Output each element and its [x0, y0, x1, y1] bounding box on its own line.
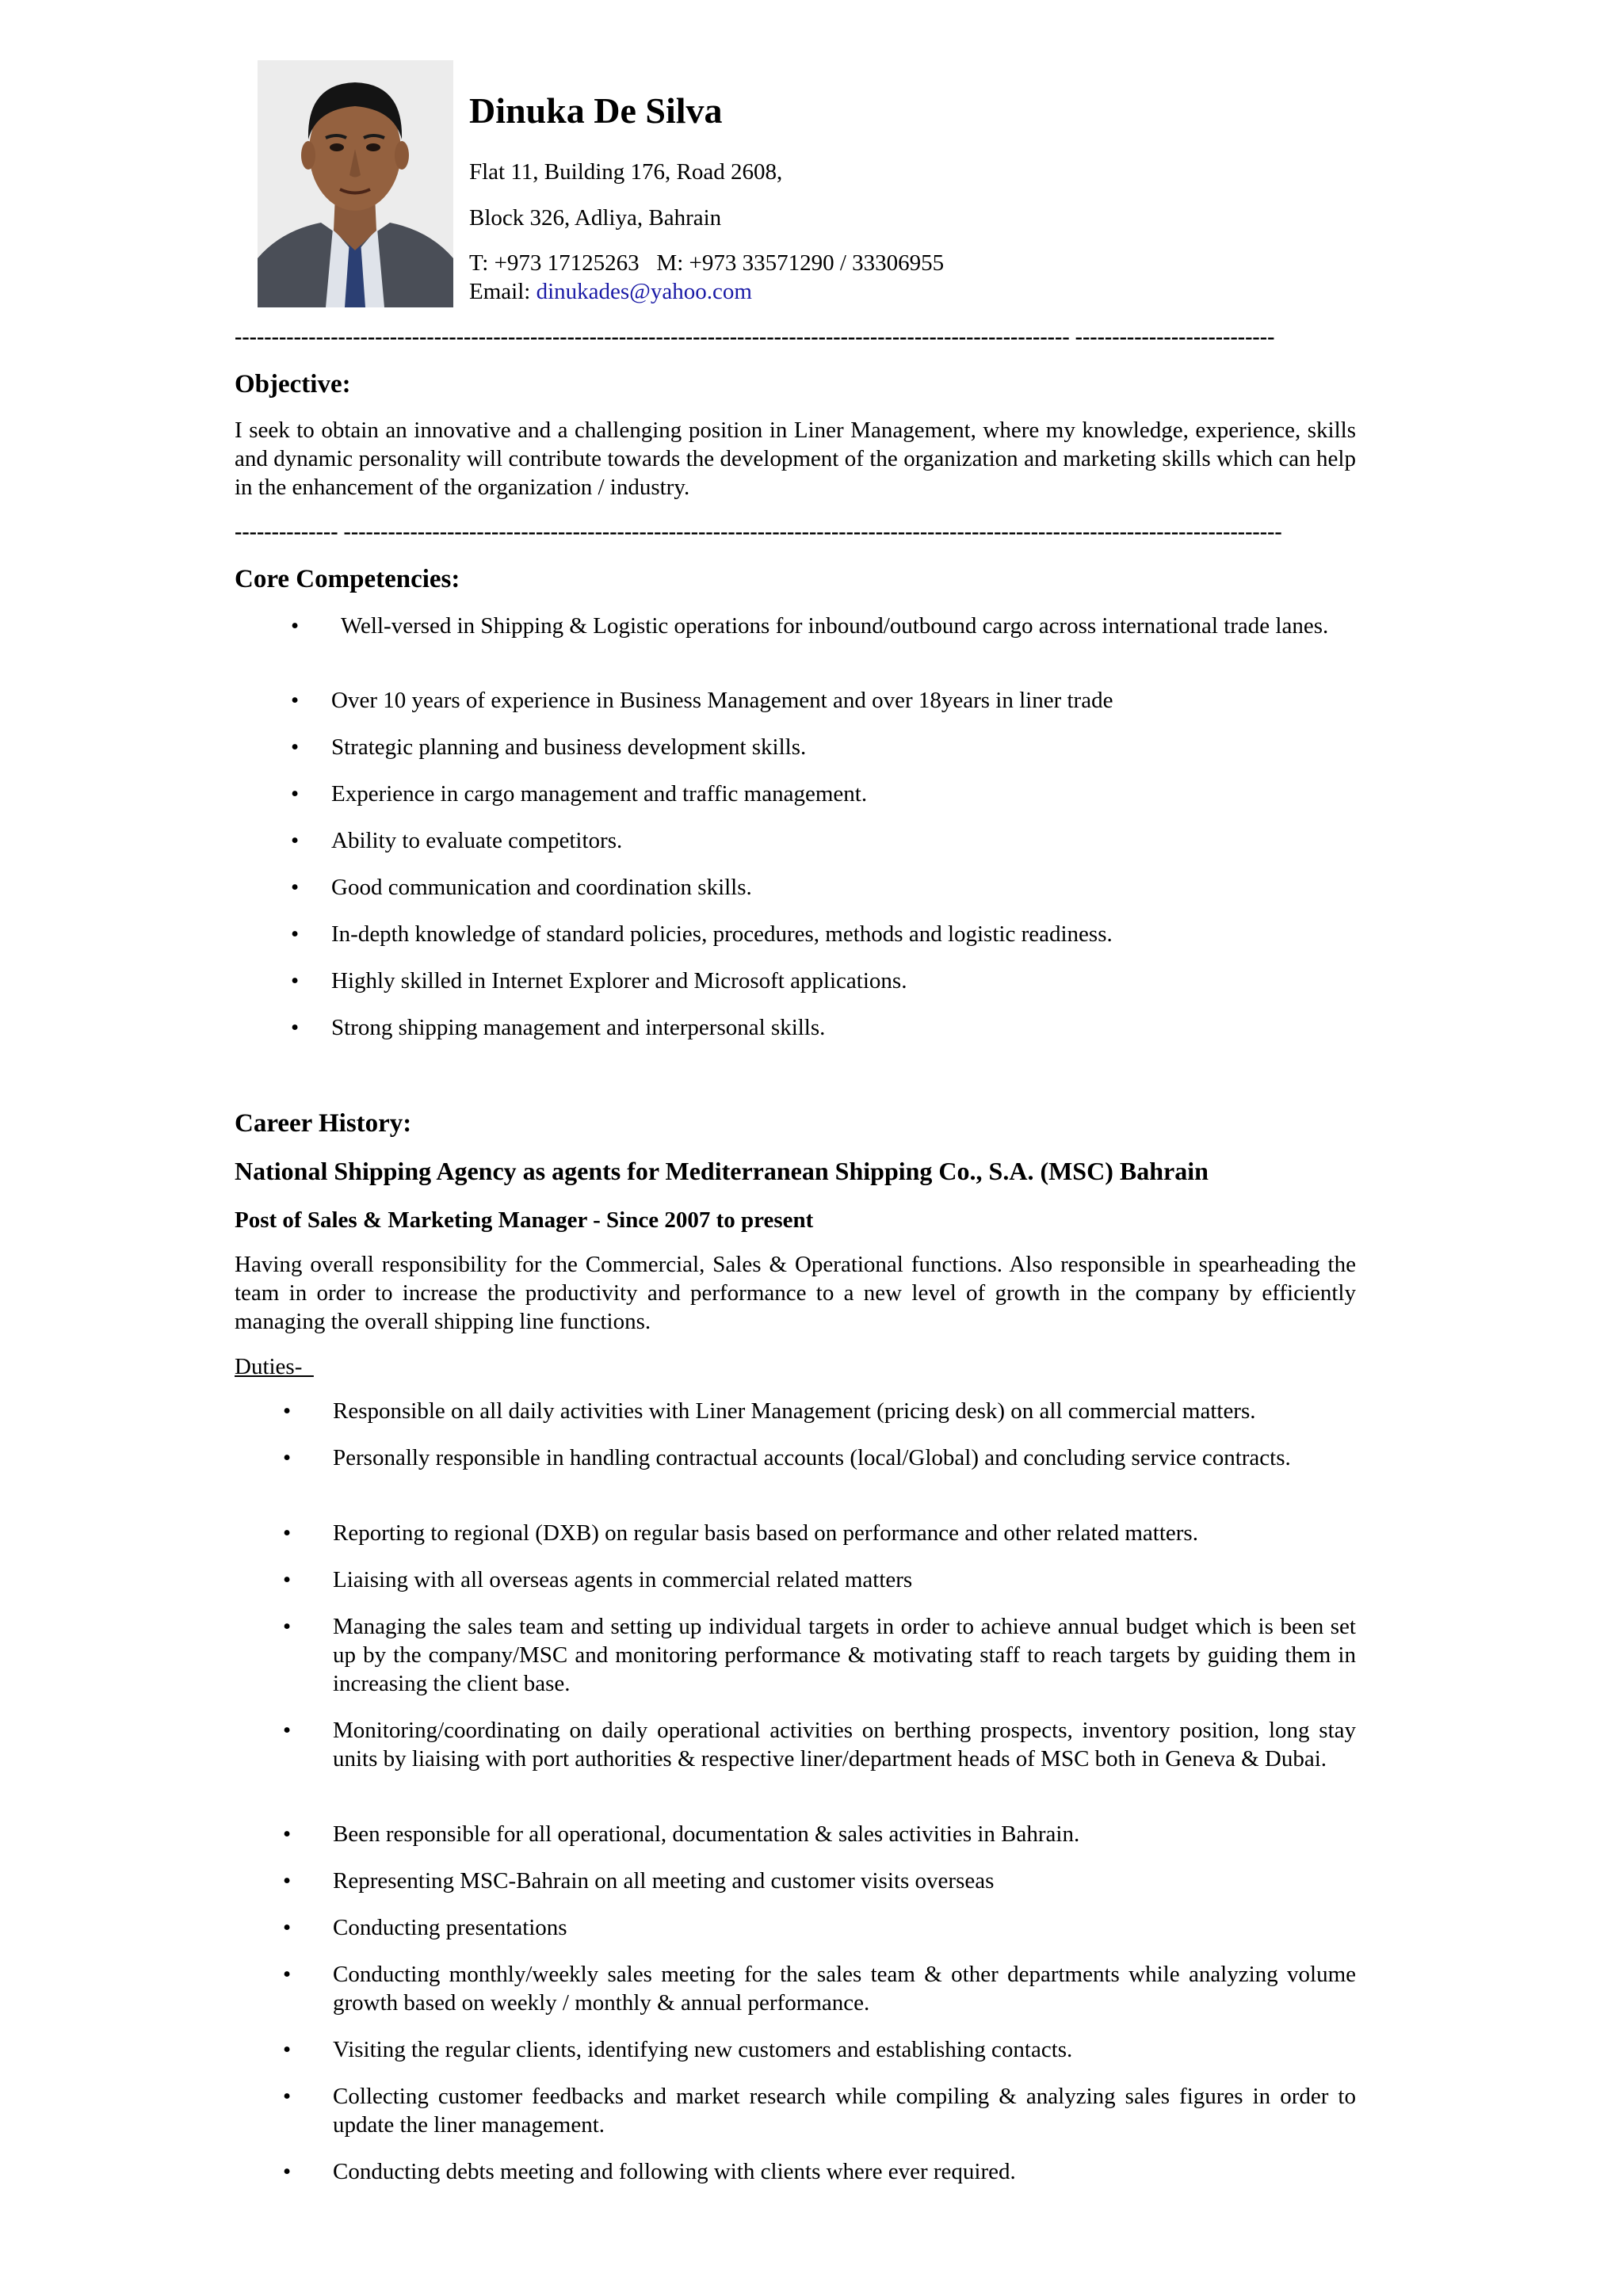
list-item: Over 10 years of experience in Business Management and over 18years in liner trade	[331, 688, 1113, 713]
bullet-icon: •	[291, 921, 300, 947]
candidate-name: Dinuka De Silva	[469, 90, 723, 131]
list-item: Visiting the regular clients, identifying new customers and establishing contacts.	[333, 2037, 1073, 2062]
bullet-icon: •	[291, 1015, 300, 1040]
company-title: National Shipping Agency as agents for Mediterranean Shipping Co., S.A. (MSC) Bahrain	[235, 1157, 1209, 1185]
objective-text: I seek to obtain an innovative and a challenging position in Liner Management, where my knowledge, experience, skills and dynamic personality will contribute towards the development of the organization and marketing skills which can help in the enhancement of the organization / industry.	[235, 418, 1356, 500]
bullet-icon: •	[283, 2159, 292, 2184]
bullet-icon: •	[283, 1915, 292, 1940]
separator-line: ----------------------------------------------------------------------------------------------------------------- ---------------------------	[235, 325, 1275, 349]
bullet-icon: •	[283, 1962, 292, 1987]
bullet-icon: •	[291, 828, 300, 853]
list-item: Well-versed in Shipping & Logistic operations for inbound/outbound cargo across international trade lanes.	[341, 613, 1329, 639]
list-item: Managing the sales team and setting up individual targets in order to achieve annual budget which is been set up by the company/MSC and monitoring performance & motivating staff to reach targets by guiding them in increasing the client base.	[333, 1614, 1356, 1696]
email-link[interactable]: dinukades@yahoo.com	[536, 279, 752, 304]
list-item: Good communication and coordination skills.	[331, 875, 752, 900]
bullet-icon: •	[283, 1445, 292, 1470]
list-item: Conducting monthly/weekly sales meeting for the sales team & other departments while analyzing volume growth based on weekly / monthly & annual performance.	[333, 1962, 1356, 2016]
list-item: Strategic planning and business development skills.	[331, 734, 807, 760]
core-competencies-heading: Core Competencies:	[235, 565, 460, 593]
profile-photo	[258, 60, 453, 307]
bullet-icon: •	[283, 2084, 292, 2109]
bullet-icon: •	[291, 688, 300, 713]
bullet-icon: •	[283, 1614, 292, 1639]
email-line	[469, 277, 752, 306]
profile-photo-image	[258, 60, 453, 307]
bullet-icon: •	[291, 875, 300, 900]
bullet-icon: •	[283, 2037, 292, 2062]
bullet-icon: •	[291, 734, 300, 760]
list-item: Reporting to regional (DXB) on regular basis based on performance and other related matters.	[333, 1520, 1198, 1546]
list-item: Been responsible for all operational, documentation & sales activities in Bahrain.	[333, 1821, 1080, 1847]
bullet-icon: •	[291, 968, 300, 994]
bullet-icon: •	[283, 1718, 292, 1743]
address-line-1: Flat 11, Building 176, Road 2608,	[469, 159, 783, 185]
bullet-icon: •	[283, 1520, 292, 1546]
bullet-icon: •	[291, 613, 300, 639]
list-item: Monitoring/coordinating on daily operational activities on berthing prospects, inventory position, long stay units by liaising with port authorities & respective liner/department heads of MSC both in Geneva & Dubai.	[333, 1718, 1356, 1772]
list-item: Responsible on all daily activities with Liner Management (pricing desk) on all commercial matters.	[333, 1398, 1256, 1424]
bullet-icon: •	[283, 1398, 292, 1424]
objective-heading: Objective:	[235, 370, 351, 399]
post-title: Post of Sales & Marketing Manager - Since 2007 to present	[235, 1207, 814, 1233]
career-summary: Having overall responsibility for the Commercial, Sales & Operational functions. Also responsible in spearheading the team in order to increase the productivity and performance to a new level of growth in the company by efficiently managing the overall shipping line functions.	[235, 1252, 1356, 1334]
list-item: Collecting customer feedbacks and market research while compiling & analyzing sales figures in order to update the liner management.	[333, 2084, 1356, 2138]
list-item: Representing MSC-Bahrain on all meeting and customer visits overseas	[333, 1868, 995, 1894]
bullet-icon: •	[283, 1567, 292, 1592]
list-item: Personally responsible in handling contractual accounts (local/Global) and concluding service contracts.	[333, 1445, 1291, 1470]
address-line-2: Block 326, Adliya, Bahrain	[469, 205, 722, 231]
list-item: In-depth knowledge of standard policies, procedures, methods and logistic readiness.	[331, 921, 1113, 947]
list-item: Conducting presentations	[333, 1915, 567, 1940]
separator-line: -------------- -------------------------------------------------------------------------------------------------------------------------------	[235, 520, 1282, 544]
duties-label: Duties-	[235, 1354, 314, 1379]
phone-line: T: +973 17125263 M: +973 33571290 / 33306955	[469, 250, 945, 276]
email-label: Email:	[469, 279, 537, 304]
list-item: Ability to evaluate competitors.	[331, 828, 623, 853]
list-item: Conducting debts meeting and following with clients where ever required.	[333, 2159, 1016, 2184]
list-item: Liaising with all overseas agents in commercial related matters	[333, 1567, 913, 1592]
list-item: Strong shipping management and interpersonal skills.	[331, 1015, 826, 1040]
career-history-heading: Career History:	[235, 1109, 412, 1138]
bullet-icon: •	[283, 1821, 292, 1847]
bullet-icon: •	[283, 1868, 292, 1894]
bullet-icon: •	[291, 781, 300, 807]
list-item: Experience in cargo management and traffic management.	[331, 781, 868, 807]
list-item: Highly skilled in Internet Explorer and Microsoft applications.	[331, 968, 907, 994]
